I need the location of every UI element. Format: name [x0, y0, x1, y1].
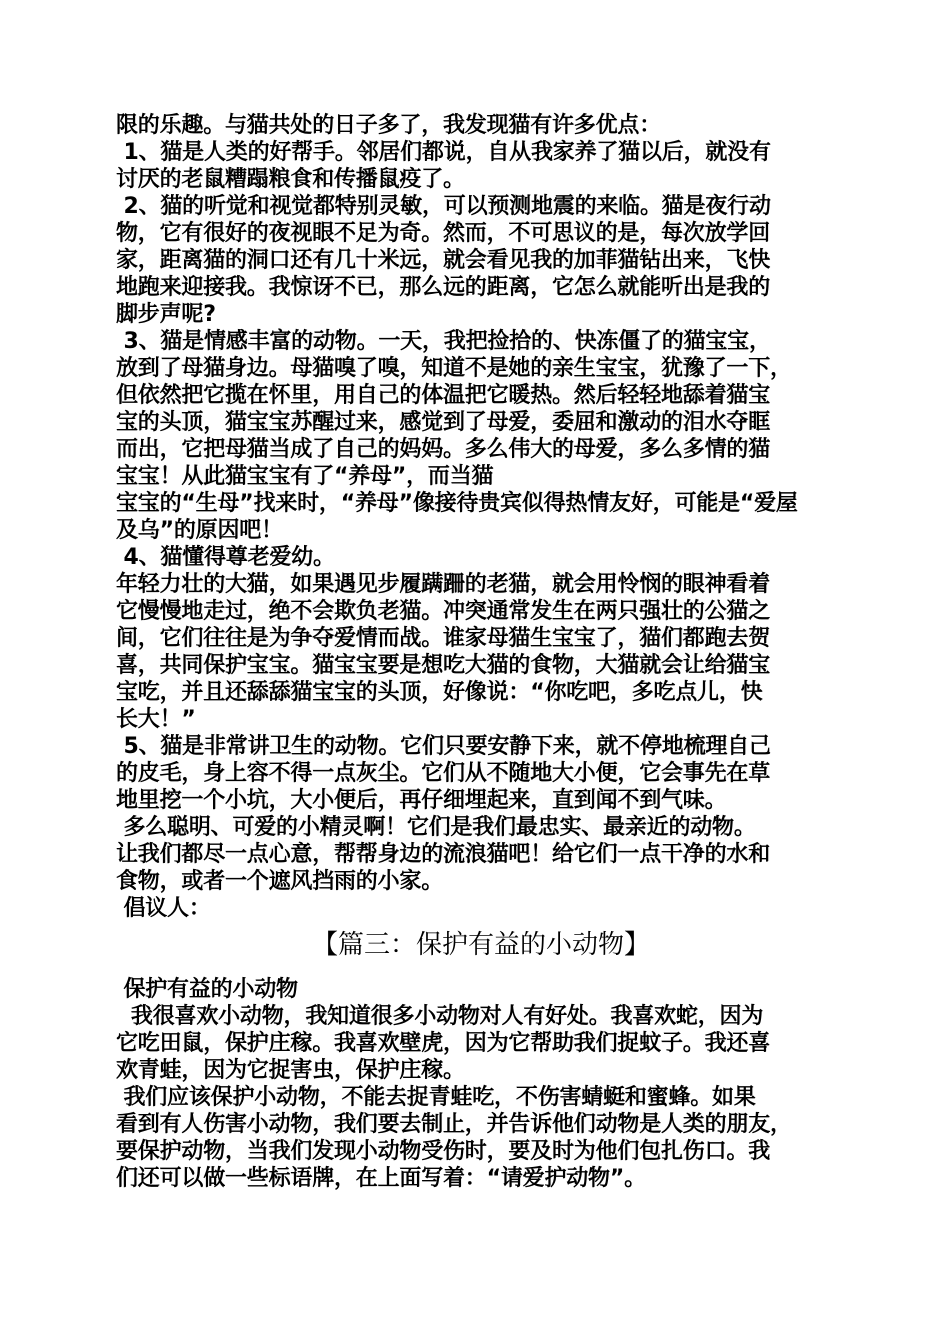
text-line: 讨厌的老鼠糟蹋粮食和传播鼠疫了。 [116, 167, 465, 192]
text-line: 欢青蛙，因为它捉害虫，保护庄稼。 [116, 1058, 465, 1083]
text-line: 宝吃，并且还舔舔猫宝宝的头顶，好像说：“你吃吧，多吃点儿，快 [116, 680, 763, 705]
text-line: 2、猫的听觉和视觉都特别灵敏，可以预测地震的来临。猫是夜行动 [116, 194, 771, 219]
text-line: 它吃田鼠，保护庄稼。我喜欢壁虎，因为它帮助我们捉蚊子。我还喜 [116, 1031, 771, 1056]
essay-part-two [116, 976, 846, 1192]
text-line: 间，它们往往是为争夺爱情而战。谁家母猫生宝宝了，猫们都跑去贺 [116, 626, 771, 651]
text-line: 放到了母猫身边。母猫嗅了嗅，知道不是她的亲生宝宝，犹豫了一下， [116, 356, 792, 381]
text-line: 脚步声呢? [116, 302, 216, 327]
text-line: 限的乐趣。与猫共处的日子多了，我发现猫有许多优点： [116, 113, 662, 138]
text-line: 4、猫懂得尊老爱幼。 [116, 545, 335, 570]
text-line: 看到有人伤害小动物，我们要去制止，并告诉他们动物是人类的朋友， [116, 1112, 792, 1137]
text-line: 喜，共同保护宝宝。猫宝宝要是想吃大猫的食物，大猫就会让给猫宝 [116, 653, 771, 678]
text-line: 倡议人： [116, 896, 211, 921]
text-line: 5、猫是非常讲卫生的动物。它们只要安静下来，就不停地梳理自己 [116, 734, 771, 759]
text-line: 宝宝！从此猫宝宝有了“养母”，而当猫 [116, 464, 494, 489]
text-line: 宝的头顶，猫宝宝苏醒过来，感觉到了母爱，委屈和激动的泪水夺眶 [116, 410, 771, 435]
text-line: 物，它有很好的夜视眼不足为奇。然而，不可思议的是，每次放学回 [116, 221, 771, 246]
text-line: 它慢慢地走过，绝不会欺负老猫。冲突通常发生在两只强壮的公猫之 [116, 599, 771, 624]
text-line: 们还可以做一些标语牌，在上面写着：“请爱护动物”。 [116, 1166, 646, 1191]
text-line: 我很喜欢小动物，我知道很多小动物对人有好处。我喜欢蛇，因为 [116, 1004, 764, 1029]
text-line: 让我们都尽一点心意，帮帮身边的流浪猫吧！给它们一点干净的水和 [116, 842, 771, 867]
text-line: 保护有益的小动物 [116, 977, 298, 1002]
text-line: 长大！” [116, 707, 196, 732]
text-line: 地里挖一个小坑，大小便后，再仔细埋起来，直到闻不到气味。 [116, 788, 727, 813]
document-page [116, 112, 846, 1192]
text-line: 地跑来迎接我。我惊讶不已，那么远的距离，它怎么就能听出是我的 [116, 275, 771, 300]
text-line: 要保护动物，当我们发现小动物受伤时，要及时为他们包扎伤口。我 [116, 1139, 771, 1164]
essay-part-one [116, 112, 846, 922]
text-line: 但依然把它揽在怀里，用自己的体温把它暖热。然后轻轻地舔着猫宝 [116, 383, 771, 408]
text-line: 多么聪明、可爱的小精灵啊！它们是我们最忠实、最亲近的动物。 [116, 815, 756, 840]
text-line: 我们应该保护小动物，不能去捉青蛙吃，不伤害蜻蜓和蜜蜂。如果 [116, 1085, 756, 1110]
section-heading: 【篇三：保护有益的小动物】 [311, 930, 650, 960]
text-line: 年轻力壮的大猫，如果遇见步履蹒跚的老猫，就会用怜悯的眼神看着 [116, 572, 771, 597]
text-line: 而出，它把母猫当成了自己的妈妈。多么伟大的母爱，多么多情的猫 [116, 437, 771, 462]
text-line: 3、猫是情感丰富的动物。一天，我把捡拾的、快冻僵了的猫宝宝， [116, 329, 771, 354]
text-line: 食物，或者一个遮风挡雨的小家。 [116, 869, 444, 894]
text-line: 的皮毛，身上容不得一点灰尘。它们从不随地大小便，它会事先在草 [116, 761, 771, 786]
text-line: 及乌”的原因吧！ [116, 518, 283, 543]
text-line: 1、猫是人类的好帮手。邻居们都说，自从我家养了猫以后，就没有 [116, 140, 771, 165]
text-line: 宝宝的“生母”找来时，“养母”像接待贵宾似得热情友好，可能是“爱屋 [116, 491, 798, 516]
text-line: 家，距离猫的洞口还有几十米远，就会看见我的加菲猫钻出来，飞快 [116, 248, 771, 273]
